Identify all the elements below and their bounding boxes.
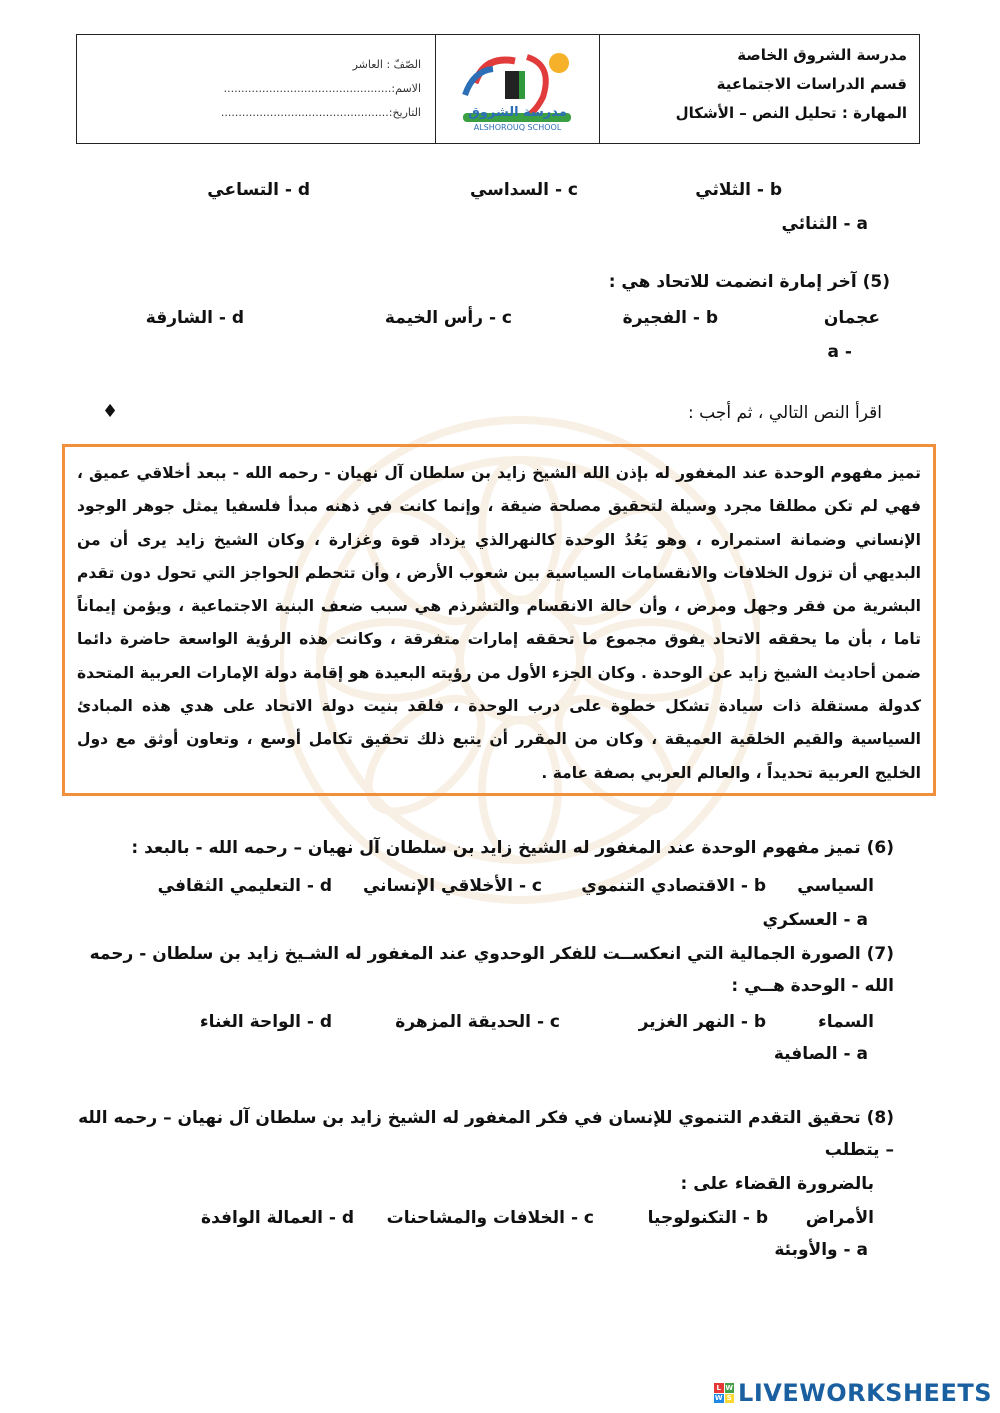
q6-option-a[interactable]: [797, 876, 874, 896]
option-letter: a -: [843, 1240, 868, 1260]
worksheet-header: [76, 34, 920, 144]
q8-text-line2: – يتطلب: [824, 1140, 894, 1160]
q7-option-a-line2[interactable]: [774, 1044, 868, 1064]
option-text: التكنولوجيا: [647, 1208, 737, 1228]
student-info: [77, 35, 435, 143]
option-letter: d -: [306, 876, 332, 896]
option-text: الأخلاقي الإنساني: [362, 876, 514, 896]
q6-option-a-line2[interactable]: [762, 910, 868, 930]
q7-text-line2: الله - الوحدة هــي :: [731, 976, 894, 996]
option-letter: a -: [843, 910, 868, 930]
school-logo: [435, 35, 599, 143]
option-text: السماء: [818, 1012, 874, 1032]
option-text: السداسي: [469, 180, 550, 200]
q8-option-b[interactable]: [648, 1208, 768, 1228]
school-name: مدرسة الشروق الخاصة: [737, 46, 907, 64]
date-field[interactable]: ................................................: [220, 106, 389, 119]
q8-option-d[interactable]: [201, 1208, 354, 1228]
q7-option-a[interactable]: [818, 1012, 874, 1032]
option-text: الصافية: [773, 1044, 838, 1064]
name-field[interactable]: ................................................: [223, 82, 392, 95]
option-text: والأوبئة: [774, 1240, 838, 1260]
option-letter: c -: [554, 180, 578, 200]
q5-option-a[interactable]: [824, 308, 880, 328]
option-letter: b -: [742, 1208, 768, 1228]
grade-label: الصّفّ : العاشر: [352, 58, 421, 71]
q5-text: (5) آخر إمارة انضمت للاتحاد هي :: [608, 272, 890, 292]
liveworksheets-brand: LIVEWORKSHEETS: [738, 1379, 992, 1407]
q6-option-d[interactable]: [158, 876, 332, 896]
option-text: الواحة الغناء: [199, 1012, 301, 1032]
option-letter: d -: [284, 180, 310, 200]
option-text: السياسي: [797, 876, 874, 896]
option-letter: b -: [740, 876, 766, 896]
q6-option-b[interactable]: [581, 876, 766, 896]
option-letter: a -: [843, 214, 868, 234]
q5-option-b[interactable]: [623, 308, 718, 328]
q8-option-c[interactable]: [387, 1208, 594, 1228]
option-text: العسكري: [762, 910, 838, 930]
option-letter: a -: [843, 1044, 868, 1064]
option-text: العمالة الوافدة: [201, 1208, 323, 1228]
school-info: [599, 35, 919, 143]
option-text: الاقتصادي التنموي: [581, 876, 735, 896]
q7-text-line1: (7) الصورة الجمالية التي انعكســت للفكر الوحدوي عند المغفور له الشـيخ زايد بن سلطان - رحمه: [89, 944, 894, 964]
q4-option-b[interactable]: [695, 180, 782, 200]
q4-option-c[interactable]: [470, 180, 578, 200]
liveworksheets-logo-icon: [714, 1383, 734, 1403]
option-letter: d -: [328, 1208, 354, 1228]
logo-letter: W: [714, 1394, 723, 1403]
liveworksheets-footer[interactable]: [714, 1380, 992, 1406]
q5-option-a-letter: - a: [827, 342, 852, 362]
logo-letter: L: [714, 1383, 724, 1393]
name-label: الاسم:: [391, 82, 421, 95]
option-text: النهر الغزير: [638, 1012, 735, 1032]
q4-option-a[interactable]: [782, 214, 868, 234]
q7-option-b[interactable]: [639, 1012, 766, 1032]
option-letter: c -: [570, 1208, 594, 1228]
option-text: الثنائي: [781, 214, 838, 234]
reading-instruction: اقرأ النص التالي ، ثم أجب :: [688, 403, 882, 423]
option-letter: c -: [536, 1012, 560, 1032]
option-text: الحديقة المزهرة: [395, 1012, 532, 1032]
option-text: التساعي: [207, 180, 279, 200]
option-letter: c -: [518, 876, 542, 896]
q6-option-c[interactable]: [363, 876, 542, 896]
q7-option-d[interactable]: [200, 1012, 332, 1032]
option-letter: d -: [306, 1012, 332, 1032]
option-text: الفجيرة: [622, 308, 687, 328]
logo-text-ar: مدرسة الشروق: [468, 105, 567, 120]
q7-option-c[interactable]: [395, 1012, 560, 1032]
option-letter: b -: [692, 308, 718, 328]
q6-text: (6) تميز مفهوم الوحدة عند المغفور له الشيخ زايد بن سلطان آل نهيان – رحمه الله - بالبعد :: [131, 838, 894, 858]
reading-passage: تميز مفهوم الوحدة عند المغفور له بإذن الله الشيخ زايد بن سلطان آل نهيان - رحمه الله - ببعد أخلاقي عميق ، فهي لم تكن مطلقا مجرد وسيلة لتحقيق مصلحة ضيقة ، وإنما كانت في ذهنه مبدأ فلسفيا يمثل جوهر الوجود الإنساني وضمانة استمراره ، وهو يَعُدُ الوحدة كالنهرالذي يزداد قوة وغزارة ، وكان الشيخ زايد يرى أن من البديهي أن تزول الخلافات والانقسامات السياسية بين شعوب الأرض ، وأن تتحطم الحواجز التي تحول دون تقدم البشرية من فقر وجهل ومرض ، وأن حالة الانقسام والتشرذم هي سبب ضعف البنية الاجتماعية ، ويؤمن إيماناً تاما ، بأن ما يحققه الاتحاد يفوق مجموع ما تحققه إمارات متفرقة ، وكانت هذه الرؤية الواسعة حاضرة دائما ضمن أحاديث الشيخ زايد عن الوحدة . وكان الجزء الأول من رؤيته البعيدة هو إقامة دولة الإمارات العربية المتحدة كدولة مستقلة ذات سيادة تشكل خطوة على درب الوحدة ، فلقد بنيت دولة الاتحاد على هدي هذه المبادئ السياسية والقيم الخلقية العميقة ، وكان من المقرر أن يتبع ذلك تحقيق تكامل أوسع ، وتعاون أوثق مع دول الخليج العربية تحديداً ، والعالم العربي بصفة عامة .: [62, 444, 936, 796]
option-letter: b -: [740, 1012, 766, 1032]
option-text: الأمراض: [805, 1208, 874, 1228]
logo-text-en: ALSHOROUQ SCHOOL: [473, 123, 562, 132]
date-label: التاريخ:: [388, 106, 421, 119]
q5-option-c[interactable]: [385, 308, 512, 328]
q8-text-line3: بالضرورة القضاء على :: [680, 1174, 874, 1194]
option-text: الخلافات والمشاحنات: [386, 1208, 566, 1228]
logo-letter: S: [725, 1394, 735, 1404]
option-text: رأس الخيمة: [384, 308, 484, 328]
option-letter: d -: [218, 308, 244, 328]
bullet-icon: ♦: [102, 401, 119, 422]
option-text: الثلاثي: [695, 180, 751, 200]
option-letter: b -: [756, 180, 782, 200]
option-letter: c -: [488, 308, 512, 328]
q8-text-line1: (8) تحقيق التقدم التنموي للإنسان في فكر المغفور له الشيخ زايد بن سلطان آل نهيان – رحمه الله: [78, 1108, 894, 1128]
option-text: التعليمي الثقافي: [157, 876, 301, 896]
q4-option-d[interactable]: [207, 180, 310, 200]
skill-title: المهارة : تحليل النص – الأشكال: [675, 104, 907, 122]
option-text: عجمان: [823, 308, 880, 328]
q8-option-a-line2[interactable]: [774, 1240, 868, 1260]
q5-option-d[interactable]: [146, 308, 244, 328]
department-name: قسم الدراسات الاجتماعية: [716, 75, 907, 93]
option-text: الشارقة: [145, 308, 213, 328]
q8-option-a[interactable]: [806, 1208, 874, 1228]
logo-letter: W: [725, 1383, 734, 1392]
